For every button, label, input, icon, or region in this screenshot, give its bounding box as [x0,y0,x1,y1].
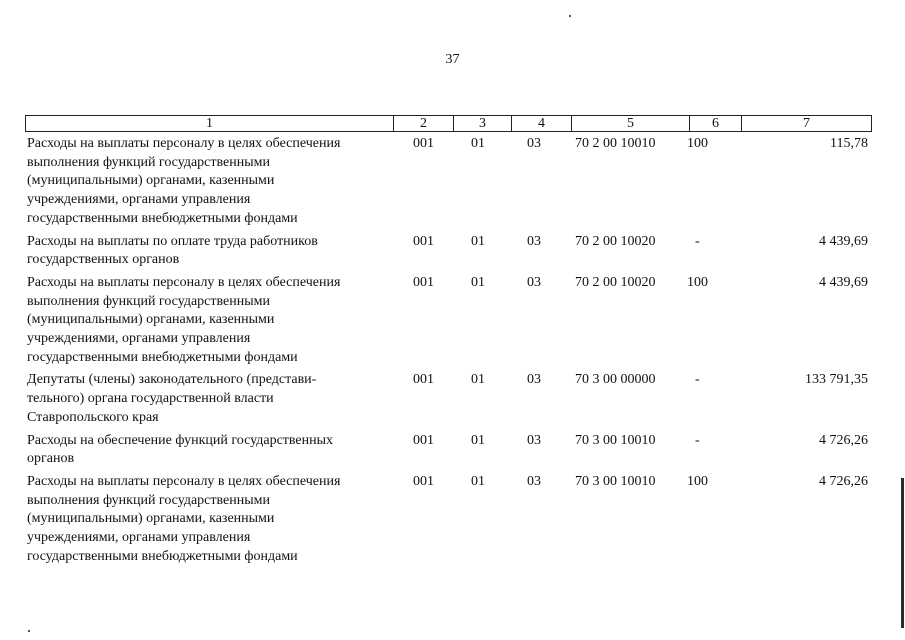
name-line: Расходы на выплаты персоналу в целях обеспечения [27,473,341,489]
name-line: (муниципальными) органами, казенными [27,173,275,189]
expense-name [25,432,377,469]
name-line: органов [27,451,75,467]
section-code: 01 [471,233,485,249]
header-col-7: 7 [803,116,810,131]
header-col-5: 5 [572,116,690,131]
name-line: учреждениями, органами управления [27,331,251,347]
ministry-code: 001 [413,233,434,249]
table-row [25,233,872,270]
target-article-code: 70 2 00 10020 [575,233,656,249]
ministry-code: 001 [413,136,434,151]
page-number: 37 [445,52,460,67]
name-line: государственными внебюджетными фондами [27,349,298,365]
name-line: государственными внебюджетными фондами [27,548,298,564]
ministry-code: 001 [413,432,434,448]
name-line: государственных органов [27,252,180,268]
name-line: Расходы на выплаты по оплате труда работников [27,233,318,249]
expense-name [25,473,377,567]
table-row [25,371,872,427]
section-code: 01 [471,473,485,489]
table-row [25,473,872,567]
section-code: 01 [471,274,485,290]
name-line: Расходы на выплаты персоналу в целях обеспечения [27,136,341,151]
section-code: 01 [471,372,485,388]
ministry-code: 001 [413,473,434,489]
name-line: выполнения функций государственными [27,492,270,508]
target-article-code: 70 3 00 00000 [575,372,656,388]
header-col-6: 6 [690,116,742,131]
name-line: Расходы на выплаты персоналу в целях обеспечения [27,274,341,290]
amount-value: 133 791,35 [805,372,868,388]
name-line: учреждениями, органами управления [27,192,251,208]
scan-edge-artifact [901,478,904,628]
table-header [25,115,872,132]
amount-value: 4 726,26 [819,432,868,448]
expense-type-code: 100 [687,274,708,290]
scan-speck [28,630,30,632]
subsection-code: 03 [527,432,541,448]
expense-type-code: 100 [687,136,708,151]
expense-type-code: 100 [687,473,708,489]
expense-name [25,274,377,368]
subsection-code: 03 [527,233,541,249]
expense-type-code: - [695,432,700,448]
amount-value: 4 726,26 [819,473,868,489]
ministry-code: 001 [413,274,434,290]
header-col-2: 2 [394,116,454,131]
header-col-4: 4 [512,116,572,131]
expense-name [25,371,377,427]
section-code: 01 [471,432,485,448]
target-article-code: 70 2 00 10010 [575,136,656,151]
subsection-code: 03 [527,473,541,489]
amount-value: 115,78 [830,136,868,151]
table-row [25,135,872,229]
name-line: учреждениями, органами управления [27,530,251,546]
name-line: (муниципальными) органами, казенными [27,312,275,328]
header-col-3: 3 [454,116,512,131]
ministry-code: 001 [413,372,434,388]
scan-speck [569,15,571,17]
expense-type-code: - [695,233,700,249]
amount-value: 4 439,69 [819,233,868,249]
amount-value: 4 439,69 [819,274,868,290]
target-article-code: 70 3 00 10010 [575,432,656,448]
subsection-code: 03 [527,136,541,151]
expense-name [25,233,377,270]
table-row [25,432,872,469]
target-article-code: 70 3 00 10010 [575,473,656,489]
name-line: (муниципальными) органами, казенными [27,511,275,527]
subsection-code: 03 [527,274,541,290]
name-line: выполнения функций государственными [27,154,270,170]
name-line: выполнения функций государственными [27,293,270,309]
target-article-code: 70 2 00 10020 [575,274,656,290]
name-line: Ставропольского края [27,409,159,425]
subsection-code: 03 [527,372,541,388]
expense-name [25,135,377,229]
section-code: 01 [471,136,485,151]
name-line: тельного) органа государственной власти [27,391,274,407]
expense-type-code: - [695,372,700,388]
name-line: Расходы на обеспечение функций государственных [27,432,334,448]
name-line: Депутаты (члены) законодательного (представи- [27,372,317,388]
name-line: государственными внебюджетными фондами [27,210,298,226]
header-col-1: 1 [26,116,394,131]
table-row [25,274,872,368]
table-body [25,135,872,570]
